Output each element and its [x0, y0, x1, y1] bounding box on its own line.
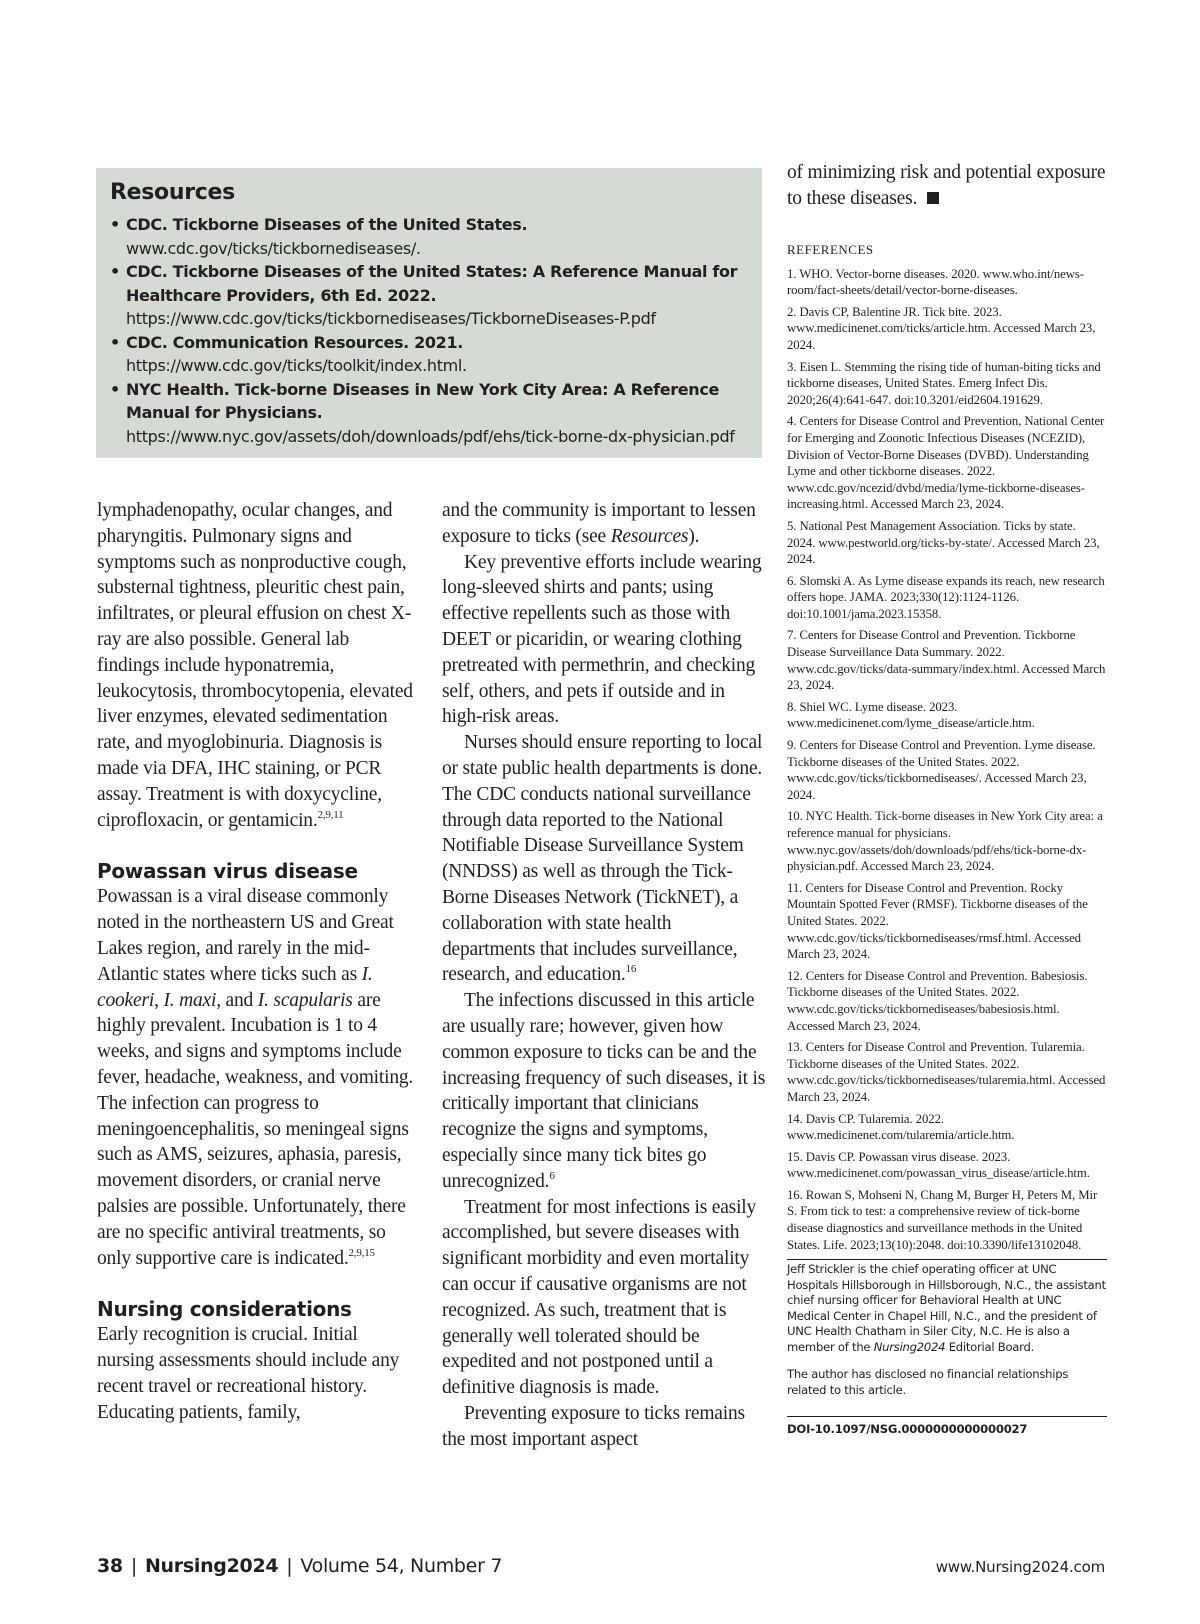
- end-of-article-mark: [927, 192, 939, 204]
- reference-item: 13. Centers for Disease Control and Prevention. Tularemia. Tickborne diseases of the United States. 2022. www.cdc.gov/ticks/tickbornediseases/tularemia.html. Accessed March 23, 2024.: [787, 1040, 1106, 1104]
- reference-item: 8. Shiel WC. Lyme disease. 2023. www.medicinenet.com/lyme_disease/article.htm.: [787, 699, 1035, 731]
- page-number: 38: [97, 1555, 123, 1577]
- divider: [787, 1259, 1107, 1260]
- paragraph-text: and the community is important to lessen exposure to ticks (see: [442, 500, 756, 547]
- bio-text: Jeff Strickler is the chief operating officer at UNC Hospitals Hillsborough in Hillsborough, N.C., the assistant chief nursing officer for Behavioral Health at UNC Medical Center in Chapel Hill, N.C., and the president of UNC Health Chatham in Siler City, N.C. He is also a member of the: [787, 1262, 1106, 1354]
- resource-item: [110, 213, 748, 260]
- resource-link[interactable]: www.cdc.gov/ticks/tickbornediseases/.: [126, 238, 421, 258]
- resource-item: [110, 260, 748, 331]
- resources-box: [96, 168, 762, 458]
- resource-item: [110, 331, 748, 378]
- paragraph: Early recognition is crucial. Initial nursing assessments should include any recent travel or recreational history. Educating patients, family,: [97, 1324, 400, 1423]
- bio-text: Editorial Board.: [945, 1339, 1035, 1354]
- reference-item: 1. WHO. Vector-borne diseases. 2020. www.who.int/news-room/fact-sheets/detail/vector-borne-diseases.: [787, 266, 1084, 298]
- paragraph-text: Nurses should ensure reporting to local or state public health departments is done. The CDC conducts national surveillance through data reported to the National Notifiable Disease Surveillance System (NNDSS) as well as through the Tick-Borne Diseases Network (TickNET), a collaboration with state health departments that includes surveillance, research, and education.: [442, 732, 763, 986]
- doi: DOI-10.1097/NSG.0000000000000027: [787, 1422, 1028, 1437]
- section-heading-powassan: Powassan virus disease: [97, 859, 358, 884]
- body-column-2: [442, 498, 768, 1452]
- resources-title: Resources: [110, 180, 235, 205]
- paragraph-text: lymphadenopathy, ocular changes, and pharyngitis. Pulmonary signs and symptoms such as nonproductive cough, substernal tightness, pleuritic chest pain, infiltrates, or pleural effusion on chest X-ray are also possible. General lab findings include hyponatremia, leukocytosis, thrombocytopenia, elevated liver enzymes, elevated sedimentation rate, and myoglobinuria. Diagnosis is made via DFA, IHC staining, or PCR assay. Treatment is with doxycycline, ciprofloxacin, or gentamicin.: [97, 500, 413, 831]
- resource-title: CDC. Tickborne Diseases of the United States.: [126, 215, 528, 234]
- journal-name: Nursing2024: [873, 1339, 946, 1354]
- reference-item: 4. Centers for Disease Control and Prevention, National Center for Emerging and Zoonotic Infectious Diseases (NCEZID), Division of Vector-Borne Diseases (DVBD). Understanding Lyme and other tickborne diseases. 2022. www.cdc.gov/ncezid/dvbd/media/lyme-tickborne-diseases-increasing.html. Accessed March 23, 2024.: [787, 414, 1105, 512]
- body-column-3: [787, 160, 1107, 1436]
- disclosure: The author has disclosed no financial relationships related to this article.: [787, 1367, 1069, 1397]
- paragraph: Treatment for most infections is easily accomplished, but severe diseases with significant morbidity and even mortality can occur if causative organisms are not recognized. As such, treatment that is generally well tolerated should be expedited and not postponed until a definitive diagnosis is made.: [442, 1196, 757, 1399]
- species-name: I. scapularis: [257, 989, 353, 1011]
- reference-item: 11. Centers for Disease Control and Prevention. Rocky Mountain Spotted Fever (RMSF). Tickborne diseases of the United States. 2022. www.cdc.gov/ticks/tickbornediseases/rmsf.html. Accessed March 23, 2024.: [787, 880, 1088, 962]
- divider: [787, 1416, 1107, 1417]
- footer-left: [97, 1555, 502, 1577]
- footer-separator: |: [130, 1555, 137, 1577]
- paragraph-text: , and: [216, 989, 258, 1011]
- section-heading-nursing: Nursing considerations: [97, 1297, 352, 1322]
- references-list: [787, 266, 1107, 1254]
- paragraph: [442, 498, 768, 550]
- reference-item: 3. Eisen L. Stemming the rising tide of human-biting ticks and tickborne diseases, United States. Emerg Infect Dis. 2020;26(4):641-647. doi:10.3201/eid2604.191629.: [787, 359, 1101, 407]
- reference-item: 5. National Pest Management Association. Ticks by state. 2024. www.pestworld.org/ticks-by-state/. Accessed March 23, 2024.: [787, 518, 1100, 567]
- footer-website[interactable]: www.Nursing2024.com: [935, 1558, 1105, 1576]
- reference-item: 6. Slomski A. As Lyme disease expands its reach, new research offers hope. JAMA. 2023;330(12):1124-1126. doi:10.1001/jama.2023.15358.: [787, 573, 1105, 621]
- paragraph: [97, 884, 415, 1271]
- paragraph-text: ,: [154, 989, 164, 1011]
- paragraph: [787, 160, 1107, 212]
- reference-item: 2. Davis CP, Balentine JR. Tick bite. 2023. www.medicinenet.com/ticks/article.htm. Accessed March 23, 2024.: [787, 304, 1096, 352]
- resource-link[interactable]: https://www.nyc.gov/assets/doh/downloads/pdf/ehs/tick-borne-dx-physician.pdf: [126, 426, 735, 446]
- citation: 16: [625, 963, 637, 976]
- issue-info: Volume 54, Number 7: [300, 1555, 503, 1577]
- paragraph: Key preventive efforts include wearing long-sleeved shirts and pants; using effective repellents such as those with DEET or picaridin, or wearing clothing pretreated with permethrin, and checking self, others, and pets if outside and in high-risk areas.: [442, 551, 762, 728]
- body-column-1: [97, 498, 415, 1426]
- paragraph: [442, 988, 768, 1194]
- paragraph-text: The infections discussed in this article are usually rare; however, given how common exposure to ticks can be and the increasing frequency of such diseases, it is critically important that clinicians recognize the signs and symptoms, especially since many tick bites go unrecognized.: [442, 990, 766, 1192]
- paragraph-text: Powassan is a viral disease commonly noted in the northeastern US and Great Lakes region, and rarely in the mid-Atlantic states where ticks such as: [97, 886, 394, 985]
- author-bio: [787, 1262, 1107, 1355]
- reference-item: 7. Centers for Disease Control and Prevention. Tickborne Disease Surveillance Data Summary. 2022. www.cdc.gov/ticks/data-summary/index.html. Accessed March 23, 2024.: [787, 628, 1106, 693]
- resource-title: CDC. Communication Resources. 2021.: [126, 332, 463, 352]
- paragraph-text: of minimizing risk and potential exposure to these diseases.: [787, 162, 1106, 209]
- footer-separator: |: [286, 1555, 293, 1577]
- citation: 2,9,15: [348, 1246, 375, 1259]
- paragraph: Preventing exposure to ticks remains the most important aspect: [442, 1402, 745, 1450]
- paragraph-text: ).: [688, 525, 700, 547]
- reference-item: 12. Centers for Disease Control and Prevention. Babesiosis. Tickborne diseases of the United States. 2022. www.cdc.gov/ticks/tickbornediseases/babesiosis.html. Accessed March 23, 2024.: [787, 968, 1088, 1033]
- resource-title: CDC. Tickborne Diseases of the United States: A Reference Manual for Healthcare Providers, 6th Ed. 2022.: [126, 262, 738, 305]
- paragraph-text: are highly prevalent. Incubation is 1 to 4 weeks, and signs and symptoms include fever, headache, weakness, and vomiting. The infection can progress to meningoencephalitis, so meningeal signs such as AMS, seizures, aphasia, paresis, movement disorders, or cranial nerve palsies are possible. Unfortunately, there are no specific antiviral treatments, so only supportive care is indicated.: [97, 989, 414, 1269]
- species-name: I. maxi: [163, 989, 217, 1011]
- references-heading: REFERENCES: [787, 241, 874, 257]
- species-name: I. cookeri: [97, 963, 373, 1011]
- journal-title: Nursing2024: [144, 1555, 279, 1577]
- reference-item: 16. Rowan S, Mohseni N, Chang M, Burger H, Peters M, Mir S. From tick to test: a comprehensive review of tick-borne disease diagnostics and surveillance methods in the United States. Life. 2023;13(10):2048. doi:10.3390/life13102048.: [787, 1187, 1098, 1252]
- resource-item: [110, 378, 748, 449]
- resource-title: NYC Health. Tick-borne Diseases in New York City Area: A Reference Manual for Physicians.: [126, 379, 719, 422]
- reference-item: 15. Davis CP. Powassan virus disease. 2023. www.medicinenet.com/powassan_virus_disease/article.htm.: [787, 1149, 1090, 1181]
- paragraph: [442, 730, 768, 988]
- citation: 6: [549, 1169, 555, 1182]
- cross-reference: Resources: [610, 525, 689, 547]
- citation: 2,9,11: [317, 808, 344, 821]
- reference-item: 10. NYC Health. Tick-borne diseases in New York City area: a reference manual for physicians. www.nyc.gov/assets/doh/downloads/pdf/ehs/tick-borne-dx-physician.pdf. Accessed March 23, 2024.: [787, 809, 1103, 874]
- resources-list: [110, 213, 748, 448]
- resource-link[interactable]: https://www.cdc.gov/ticks/tickbornediseases/TickborneDiseases-P.pdf: [126, 309, 656, 328]
- reference-item: 9. Centers for Disease Control and Prevention. Lyme disease. Tickborne diseases of the United States. 2022. www.cdc.gov/ticks/tickbornediseases/. Accessed March 23, 2024.: [787, 738, 1096, 802]
- resource-link[interactable]: https://www.cdc.gov/ticks/toolkit/index.html.: [126, 356, 467, 375]
- paragraph: [97, 498, 415, 833]
- reference-item: 14. Davis CP. Tularemia. 2022. www.medicinenet.com/tularemia/article.htm.: [787, 1111, 1015, 1143]
